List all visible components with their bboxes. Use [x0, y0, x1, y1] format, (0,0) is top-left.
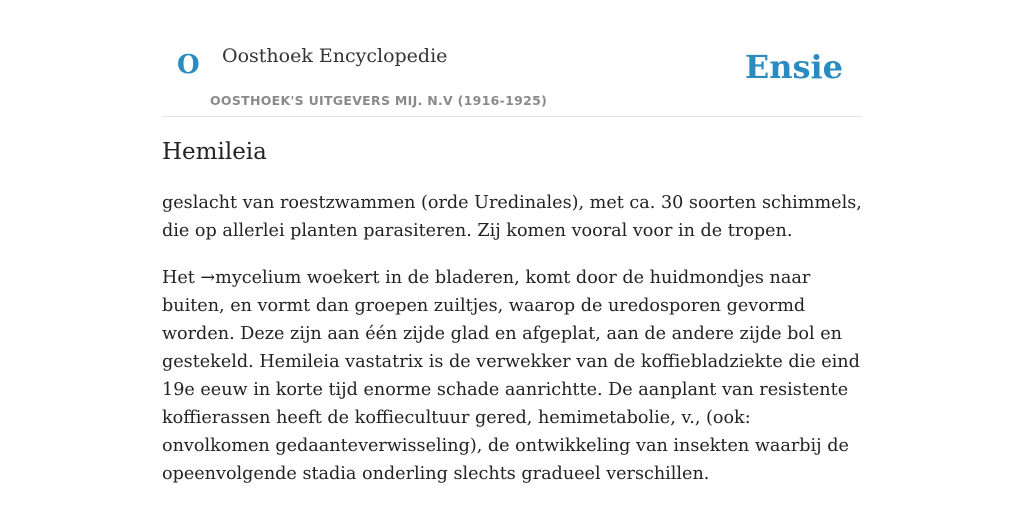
source-header: [162, 34, 862, 117]
source-logo[interactable]: O: [177, 50, 200, 80]
source-title[interactable]: Oosthoek Encyclopedie: [222, 45, 448, 67]
entry-paragraph: geslacht van roestzwammen (orde Uredinales), met ca. 30 soorten schimmels, die op allerlei planten parasiteren. Zij komen vooral voor in de tropen.: [162, 192, 862, 241]
entry-title: Hemileia: [162, 139, 267, 165]
entry-content: [162, 138, 862, 507]
source-publisher: OOSTHOEK'S UITGEVERS MIJ. N.V (1916-1925): [210, 93, 548, 108]
entry-paragraph: Het →mycelium woekert in de bladeren, komt door de huidmondjes naar buiten, en vormt dan groepen zuiltjes, waarop de uredosporen gevormd worden. Deze zijn aan één zijde glad en afgeplat, aan de andere zijde bol en gestekeld. Hemileia vastatrix is de verwekker van de koffiebladziekte die eind 19e eeuw in korte tijd enorme schade aanrichtte. De aanplant van resistente koffierassen heeft de koffiecultuur gered, hemimetabolie, v., (ook: onvolkomen gedaanteverwisseling), de ontwikkeling van insekten waarbij de opeenvolgende stadia onderling slechts gradueel verschillen.: [162, 267, 860, 484]
brand-logo[interactable]: Ensie: [744, 48, 843, 86]
